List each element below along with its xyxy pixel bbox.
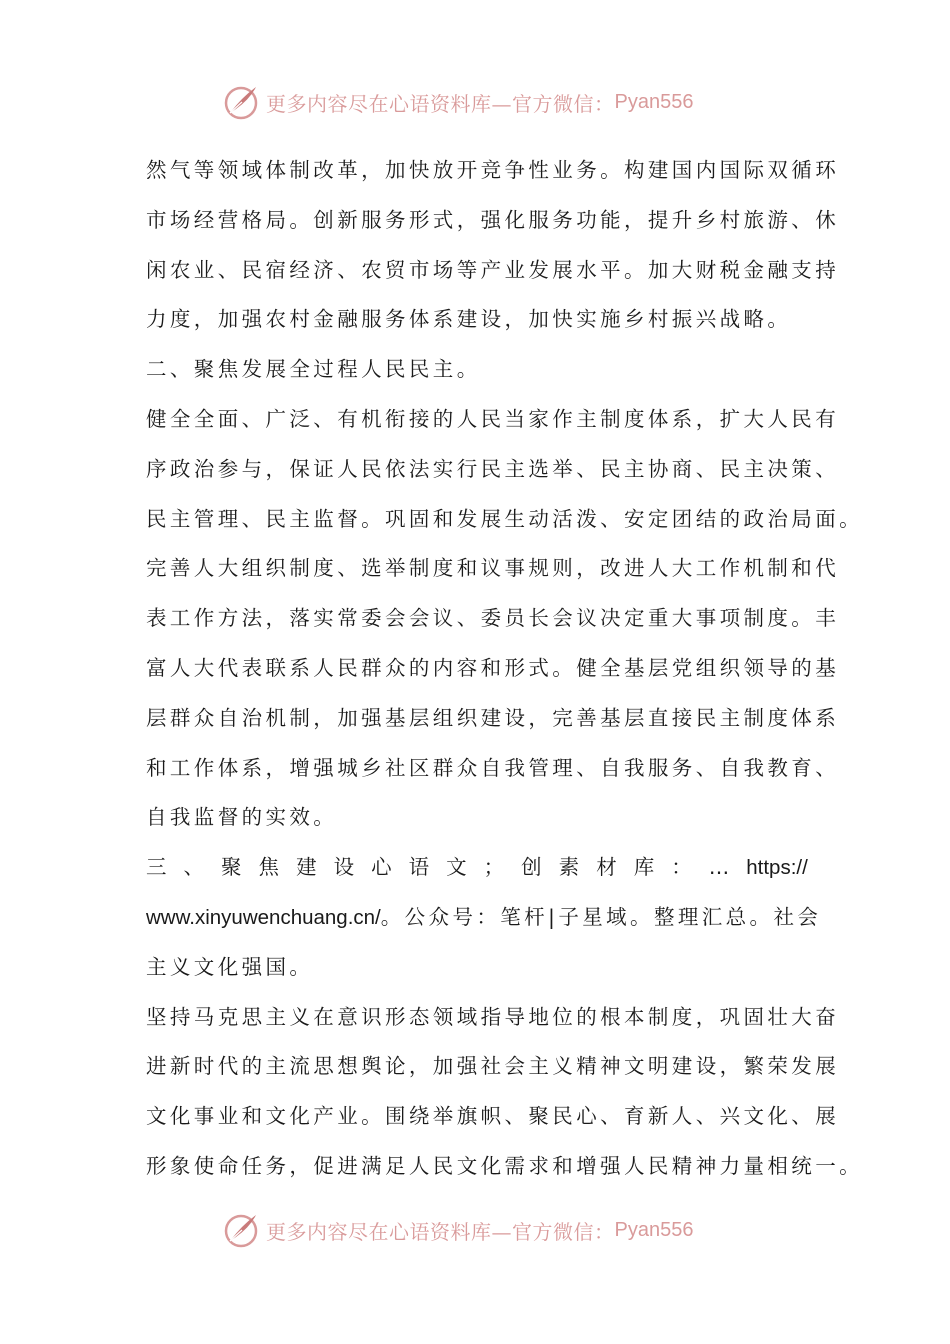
heading-char: 库: [633, 855, 655, 880]
wechat-id: Pyan556: [614, 90, 694, 113]
text-fragment: 。公众号：笔杆|子星域。整理汇总。社会: [380, 904, 822, 929]
website-url: www.xinyuwenchuang.cn/: [146, 905, 381, 929]
text-line: 闲农业、民宿经济、农贸市场等产业发展水平。加大财税金融支持: [146, 257, 840, 282]
heading-char: 素: [558, 855, 580, 880]
heading-char: 三: [146, 855, 167, 880]
feather-pen-circle-icon: [222, 83, 260, 121]
text-line: 文化事业和文化产业。围绕举旗帜、聚民心、育新人、兴文化、展: [146, 1104, 840, 1129]
text-line: 完善人大组织制度、选举制度和议事规则，改进人大工作机制和代: [146, 556, 840, 581]
text-line: 和工作体系，增强城乡社区群众自我管理、自我服务、自我教育、: [146, 755, 840, 780]
heading-char: …: [708, 855, 730, 880]
text-line: 形象使命任务，促进满足人民文化需求和增强人民精神力量相统一。: [146, 1153, 863, 1178]
feather-pen-circle-icon: [222, 1211, 260, 1249]
text-line: [146, 893, 822, 943]
text-line: 主义文化强国。: [146, 954, 314, 979]
text-line: 自我监督的实效。: [146, 805, 338, 830]
heading-char: ；: [483, 855, 505, 880]
text-line: 表工作方法，落实常委会会议、委员长会议决定重大事项制度。丰: [146, 606, 840, 631]
text-line: 力度，加强农村金融服务体系建设，加快实施乡村振兴战略。: [146, 307, 792, 332]
heading-char: 设: [333, 855, 355, 880]
heading-char: 建: [296, 855, 317, 880]
section-heading-justified: [146, 843, 808, 893]
text-line: 序政治参与，保证人民依法实行民主选举、民主协商、民主决策、: [146, 456, 840, 481]
footer-banner: [222, 1210, 742, 1250]
text-line: 民主管理、民主监督。巩固和发展生动活泼、安定团结的政治局面。: [146, 506, 863, 531]
text-line: 坚持马克思主义在意识形态领域指导地位的根本制度，巩固壮大奋: [146, 1004, 840, 1029]
header-banner: [222, 82, 742, 122]
banner-text: 更多内容尽在心语资料库—官方微信：: [266, 1219, 615, 1244]
heading-char: 创: [521, 855, 542, 880]
text-line: 层群众自治机制，加强基层组织建设，完善基层直接民主制度体系: [146, 705, 840, 730]
text-line: 富人大代表联系人民群众的内容和形式。健全基层党组织领导的基: [146, 655, 840, 680]
heading-char: 语: [408, 855, 430, 880]
wechat-id: Pyan556: [614, 1218, 694, 1241]
text-line: 市场经营格局。创新服务形式，强化服务功能，提升乡村旅游、休: [146, 207, 840, 232]
heading-char: ：: [671, 855, 692, 880]
banner-text: 更多内容尽在心语资料库—官方微信：: [266, 91, 615, 116]
heading-char: 文: [446, 855, 467, 880]
section-heading: 二、聚焦发展全过程人民民主。: [146, 357, 481, 382]
heading-char: 焦: [258, 855, 280, 880]
text-line: 然气等领域体制改革，加快放开竞争性业务。构建国内国际双循环: [146, 158, 840, 182]
heading-char: 、: [183, 855, 205, 880]
document-body: [146, 146, 863, 1192]
url-prefix: https://: [746, 856, 808, 880]
text-line: 健全全面、广泛、有机衔接的人民当家作主制度体系，扩大人民有: [146, 406, 840, 431]
heading-char: 材: [596, 855, 617, 880]
heading-char: 心: [371, 855, 392, 880]
text-line: 进新时代的主流思想舆论，加强社会主义精神文明建设，繁荣发展: [146, 1054, 840, 1079]
heading-char: 聚: [221, 855, 242, 880]
